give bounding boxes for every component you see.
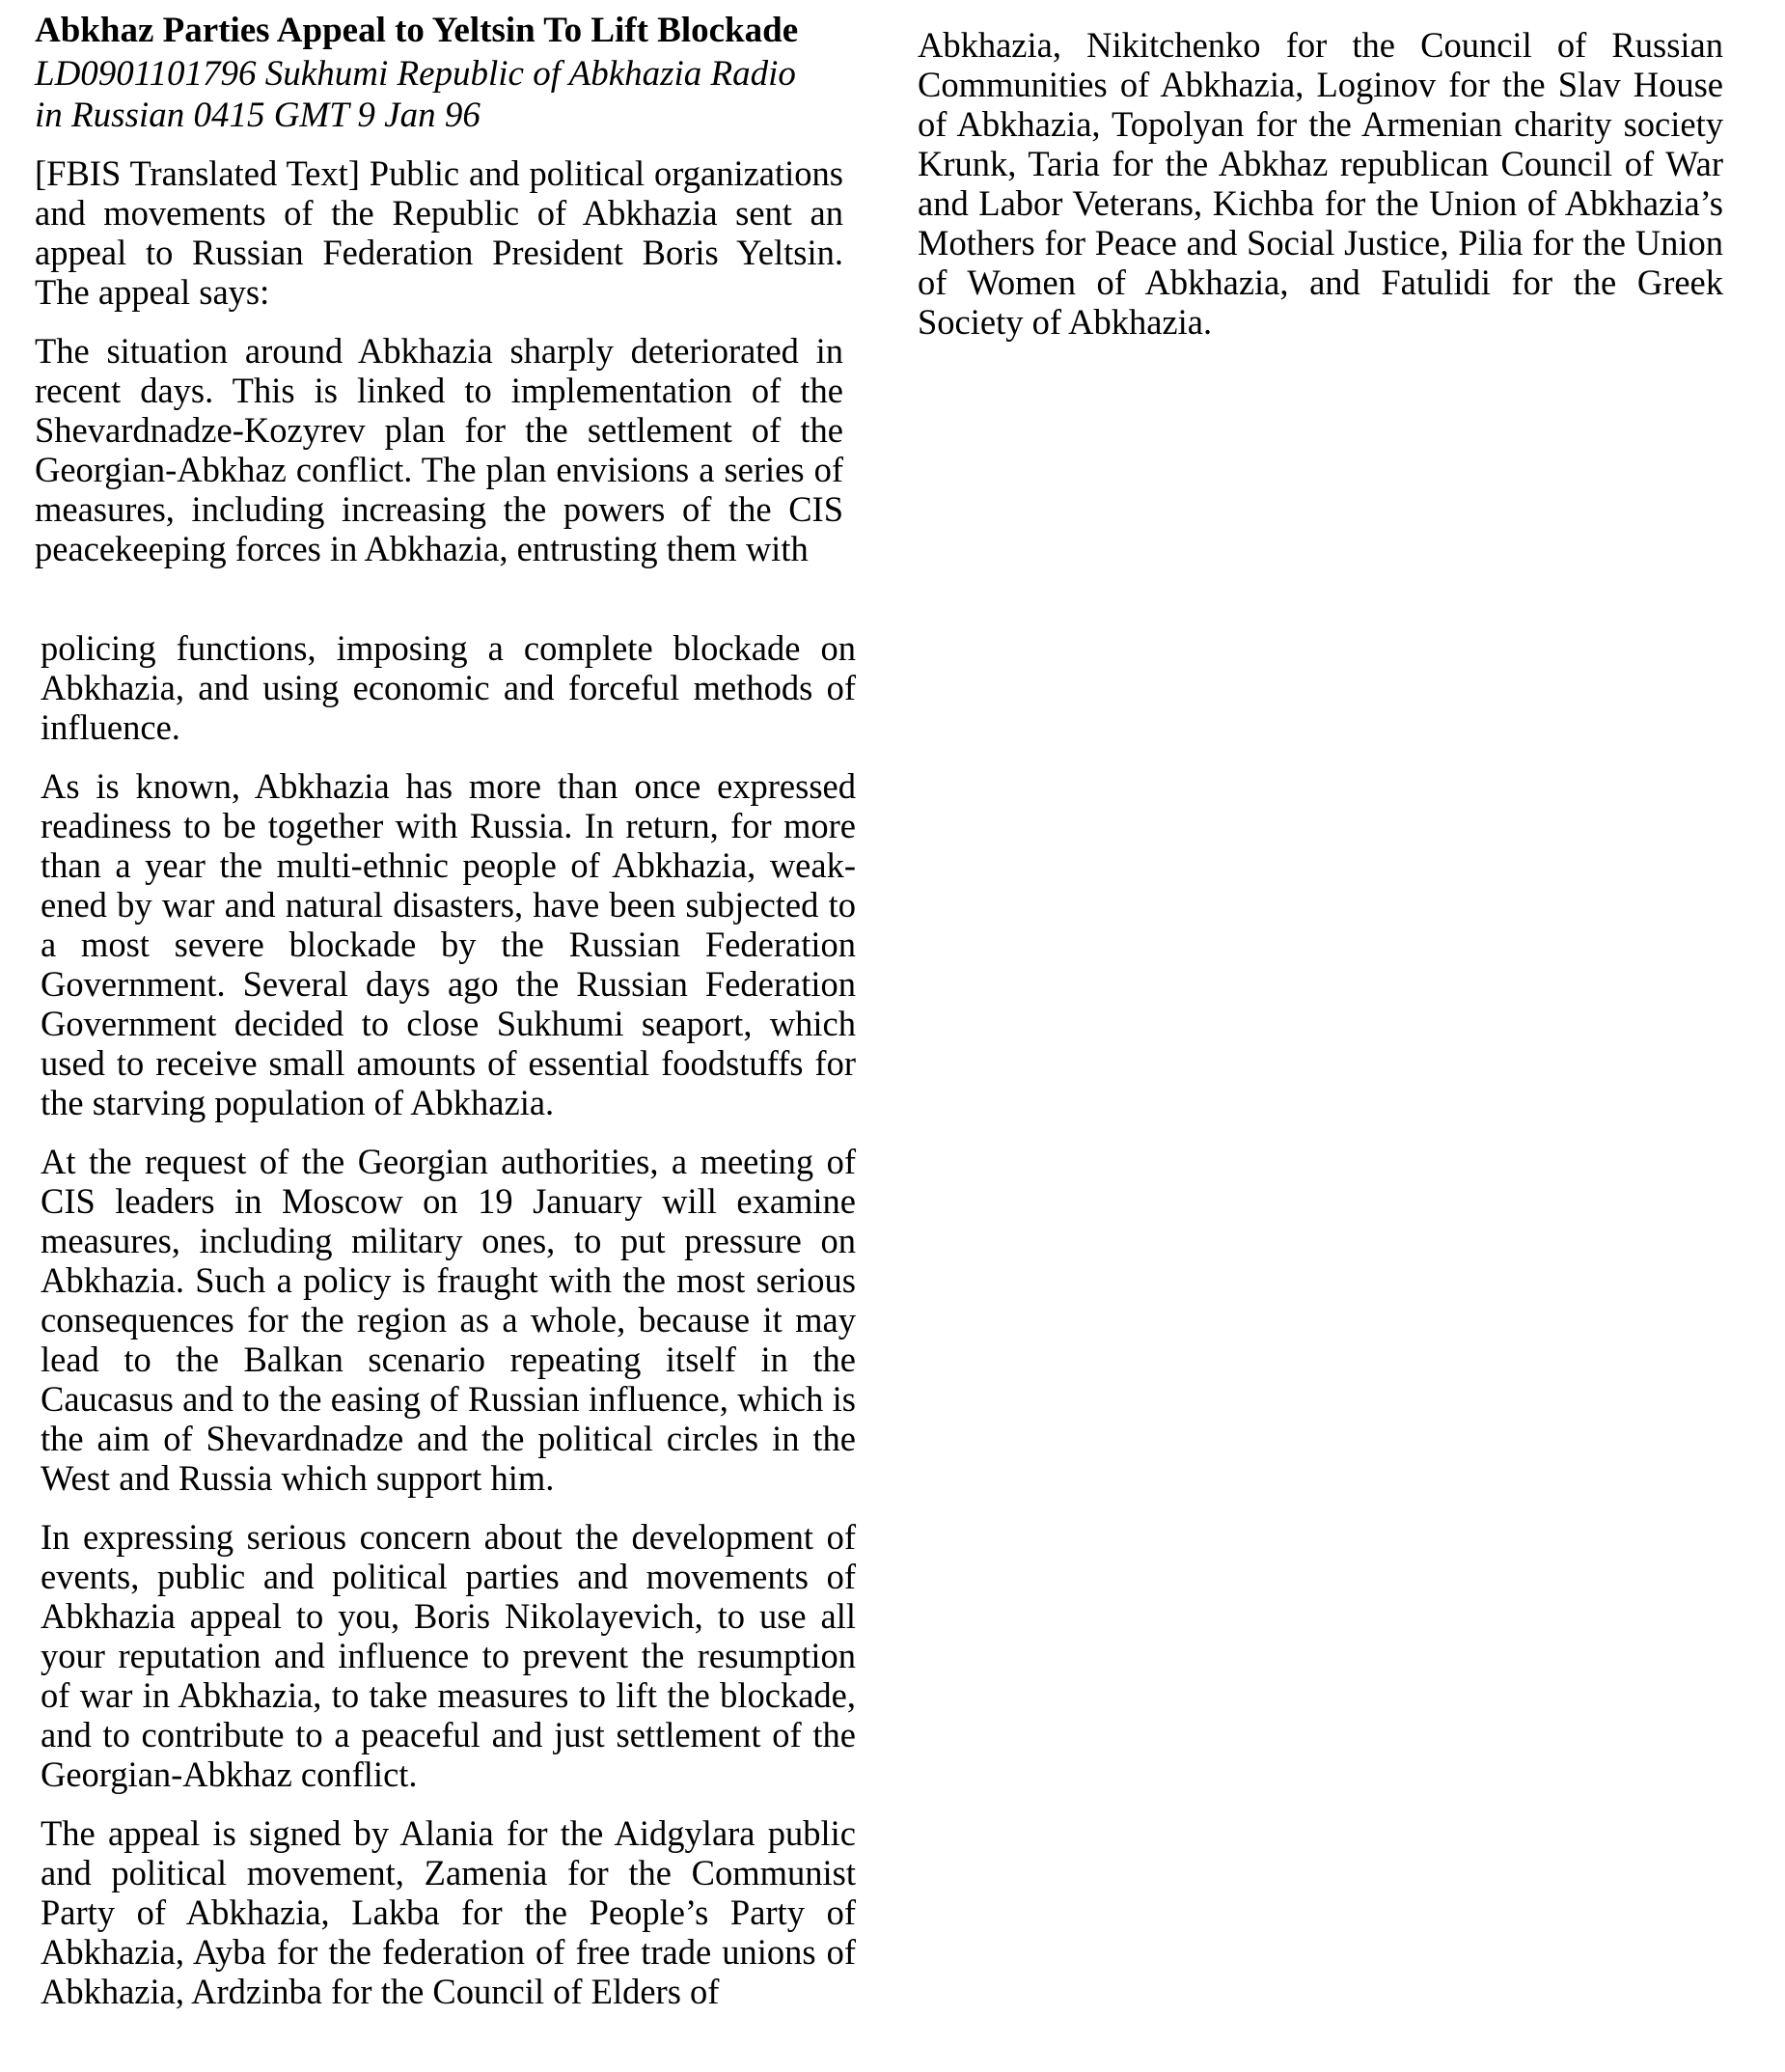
- right-column: [918, 25, 1723, 361]
- article-dateline-line-2: in Russian 0415 GMT 9 Jan 96: [35, 96, 481, 135]
- paragraph-intro: [FBIS Translated Text] Public and political organizations and movements of the Republic of Abkhazia sent an appeal to Russian Federation President Boris Yeltsin. The appeal says:: [35, 153, 843, 312]
- paragraph-situation-continued: policing functions, imposing a complete blockade on Abkhazia, and using economic and forceful methods of influence.: [41, 628, 856, 747]
- paragraph-cis-meeting: At the request of the Georgian authorities, a meeting of CIS leaders in Moscow on 19 January will examine measures, including military ones, to put pressure on Abkhazia. Such a policy is fraught with the most serious consequences for the region as a whole, because it may lead to the Balkan scenario repeating itself in the Caucasus and to the easing of Russian influence, which is the aim of Shevardnadze and the political circles in the West and Russia which support him.: [41, 1142, 856, 1498]
- left-column-top: [35, 10, 843, 588]
- paragraph-appeal: In expressing serious concern about the development of events, public and political parties and movements of Abkhazia appeal to you, Boris Nikolayevich, to use all your reputation and influence to prevent the resumption of war in Abkhazia, to take measures to lift the blockade, and to contribute to a peaceful and just settlement of the Georgian-Abkhaz conflict.: [41, 1517, 856, 1794]
- article-headline: Abkhaz Parties Appeal to Yeltsin To Lift Blockade: [35, 11, 799, 50]
- article-dateline-line-1: LD0901101796 Sukhumi Republic of Abkhazia Radio: [35, 54, 796, 94]
- paragraph-signatories-continued: Abkhazia, Nikitchenko for the Council of Russian Communities of Abkhazia, Loginov for the Slav House of Abkhazia, Topolyan for the Armenian charity society Krunk, Taria for the Abkhaz republican Council of War and Labor Veterans, Kichba for the Union of Abkhazia’s Mothers for Peace and Social Justice, Pilia for the Union of Women of Abkhazia, and Fatulidi for the Greek Society of Abkhazia.: [918, 25, 1723, 342]
- paragraph-signatories: The appeal is signed by Alania for the Aidgylara public and political movement, Zamenia for the Communist Party of Abkhazia, Lakba for the People’s Party of Abkhazia, Ayba for the federation of free trade unions of Abkhazia, Ardzinba for the Council of Elders of: [41, 1813, 856, 2011]
- paragraph-blockade: As is known, Abkhazia has more than once expressed readiness to be together with Russia. In return, for more than a year the multi-ethnic people of Abkhazia, weakened by war and natural disasters, have been subjected to a most severe blockade by the Russian Federation Government. Several days ago the Russian Federation Government decided to close Sukhumi seaport, which used to receive small amounts of essential foodstuffs for the starving population of Abkhazia.: [41, 766, 856, 1122]
- left-column-bottom: [41, 628, 856, 2031]
- paragraph-situation: The situation around Abkhazia sharply deteriorated in recent days. This is linked to implementation of the Shevardnadze-Kozyrev plan for the settlement of the Georgian-Abkhaz conflict. The plan envisions a series of measures, including increasing the powers of the CIS peacekeeping forces in Abkhazia, entrusting them with: [35, 331, 843, 568]
